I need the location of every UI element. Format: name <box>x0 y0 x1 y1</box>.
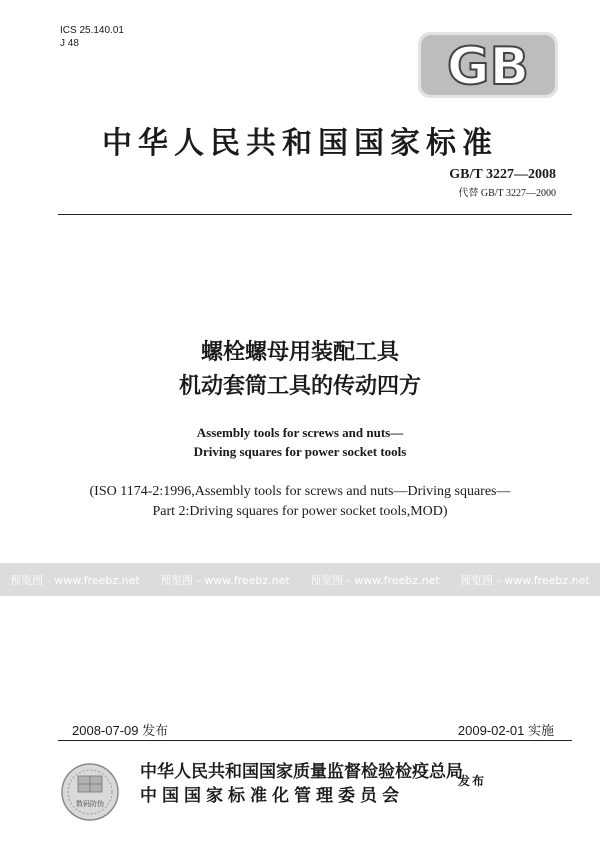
bottom-divider <box>58 740 572 741</box>
watermark-band <box>0 563 600 596</box>
ccs-code: J 48 <box>60 38 79 49</box>
ics-code: ICS 25.140.01 <box>60 25 124 36</box>
seal-text: 数码防伪 <box>76 800 104 808</box>
issuer-sac: 中国国家标准化管理委员会 <box>140 786 404 806</box>
english-title <box>0 423 600 461</box>
iso-reference-line2: Part 2:Driving squares for power socket tools,MOD) <box>152 504 448 519</box>
iso-reference <box>0 482 600 522</box>
top-divider <box>58 214 572 215</box>
issuing-organizations <box>140 760 463 808</box>
publish-date: 2008-07-09 发布 <box>72 723 169 738</box>
replaces-standard: 代替 GB/T 3227—2000 <box>458 188 556 199</box>
english-title-line1: Assembly tools for screws and nuts— <box>196 425 404 440</box>
ics-block <box>60 24 124 50</box>
national-standard-title: 中华人民共和国国家标准 <box>102 126 498 161</box>
issue-label: 发布 <box>458 774 487 788</box>
chinese-title-line2: 机动套筒工具的传动四方 <box>178 374 421 399</box>
implement-date: 2009-02-01 实施 <box>457 723 554 738</box>
watermark-text: 预览图 - www.freebz.net <box>160 573 290 587</box>
issuer-aqsiq: 中华人民共和国国家质量监督检验检疫总局 <box>140 762 463 782</box>
watermark-text: 预览图 - www.freebz.net <box>460 573 590 587</box>
watermark-text: 预览图 - www.freebz.net <box>310 573 440 587</box>
english-title-line2: Driving squares for power socket tools <box>193 444 407 459</box>
chinese-title-line1: 螺栓螺母用装配工具 <box>200 340 399 365</box>
iso-reference-line1: (ISO 1174-2:1996,Assembly tools for screws and nuts—Driving squares— <box>89 484 511 499</box>
standard-number-block <box>449 167 556 199</box>
chinese-title <box>0 336 600 404</box>
gb-logo-text: GB <box>446 37 530 97</box>
watermark-text: 预览图 - www.freebz.net <box>10 573 140 587</box>
gb-logo <box>418 32 558 98</box>
anti-counterfeit-seal-icon <box>60 762 120 822</box>
standard-number: GB/T 3227—2008 <box>449 167 556 182</box>
